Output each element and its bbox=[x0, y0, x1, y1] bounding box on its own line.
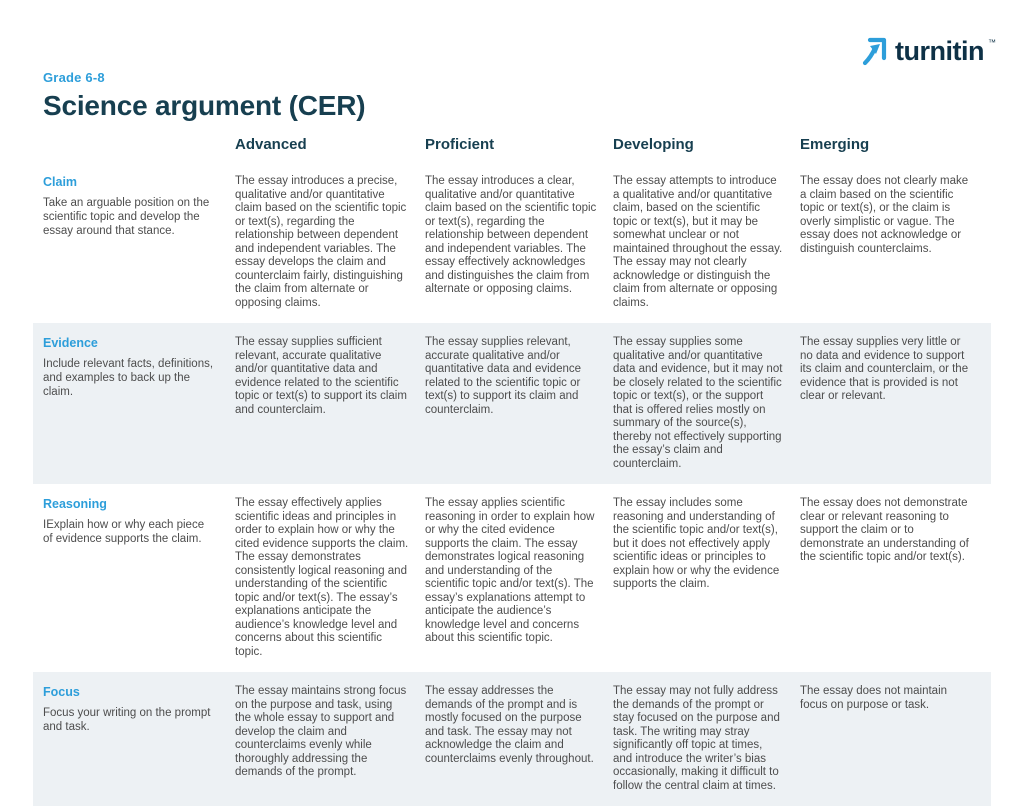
row-header-evidence bbox=[43, 336, 235, 471]
column-header-spacer bbox=[43, 136, 235, 153]
column-header-emerging: Emerging bbox=[800, 136, 870, 153]
cell-evidence-developing: The essay supplies some qualitative and/or quantitative data and evidence, but it may not be closely related to the scientific topic or text(s), or the support that is offered relies mostly on summary of the source(s), thereby not effectively supporting the essay’s claim and counterclaim. bbox=[613, 336, 783, 470]
cell-focus-proficient: The essay addresses the demands of the prompt and is mostly focused on the purpose and task. The essay may not acknowledge the claim and counterclaims evenly throughout. bbox=[425, 685, 594, 765]
trademark-symbol: ™ bbox=[988, 38, 996, 47]
grade-label: Grade 6-8 bbox=[43, 70, 105, 85]
row-label-evidence: Evidence bbox=[43, 336, 98, 350]
column-header-row bbox=[33, 136, 991, 162]
cell-reasoning-advanced: The essay effectively applies scientific ideas and principles in order to explain how or why the cited evidence supports the claim. The essay demonstrates consistently logical reasoning and understanding of the scientific topic and/or text(s). The essay’s explanations anticipate the audience’s knowledge level and concerns about this scientific topic. bbox=[235, 497, 409, 658]
row-header-reasoning bbox=[43, 497, 235, 659]
row-label-claim: Claim bbox=[43, 175, 78, 189]
page-title: Science argument (CER) bbox=[43, 90, 366, 121]
cell-claim-developing: The essay attempts to introduce a qualitative and/or quantitative claim, based on the scientific topic or text(s), but it may be somewhat unclear or not maintained throughout the essay. The essay may not clearly acknowledge or distinguish the claim from alternate or opposing claims. bbox=[613, 175, 783, 309]
cell-focus-developing: The essay may not fully address the demands of the prompt or stay focused on the purpose and task. The writing may stray significantly off topic at times, and introduce the writer’s bias occasionally, making it difficult to follow the central claim at times. bbox=[613, 685, 780, 792]
cell-claim-emerging: The essay does not clearly make a claim based on the scientific topic or text(s), or the claim is overly simplistic or vague. The essay does not acknowledge or distinguish counterclaims. bbox=[800, 175, 969, 255]
turnitin-wordmark: turnitin bbox=[895, 35, 984, 66]
row-header-claim bbox=[43, 175, 235, 310]
row-header-focus bbox=[43, 685, 235, 793]
cell-evidence-emerging: The essay supplies very little or no data and evidence to support its claim and counterclaim, or the evidence that is provided is not clear or relevant. bbox=[800, 336, 969, 402]
row-label-reasoning: Reasoning bbox=[43, 497, 107, 511]
page-header bbox=[0, 0, 1024, 66]
rubric-row-claim bbox=[33, 162, 991, 323]
row-description-focus: Focus your writing on the prompt and task. bbox=[43, 707, 211, 733]
turnitin-arrow-icon bbox=[862, 36, 888, 66]
cell-reasoning-emerging: The essay does not demonstrate clear or relevant reasoning to support the claim or to demonstrate an understanding of the scientific topic and/or text(s). bbox=[800, 497, 969, 563]
rubric-row-evidence bbox=[33, 323, 991, 484]
rubric-row-reasoning bbox=[33, 484, 991, 672]
column-header-advanced: Advanced bbox=[235, 136, 307, 153]
row-description-reasoning: IExplain how or why each piece of evidence supports the claim. bbox=[43, 519, 205, 545]
turnitin-logo bbox=[862, 36, 996, 66]
rubric-row-focus bbox=[33, 672, 991, 806]
column-header-developing: Developing bbox=[613, 136, 694, 153]
cell-evidence-advanced: The essay supplies sufficient relevant, accurate qualitative and/or quantitative data and evidence related to the scientific topic or text(s) to support its claim and counterclaim. bbox=[235, 336, 407, 416]
column-header-proficient: Proficient bbox=[425, 136, 495, 153]
row-description-claim: Take an arguable position on the scientific topic and develop the essay around that stance. bbox=[43, 197, 210, 237]
cell-claim-proficient: The essay introduces a clear, qualitative and/or quantitative claim based on the scientific topic or text(s), regarding the relationship between dependent and independent variables. The essay effectively acknowledges and distinguishes the claim from alternate or opposing claims. bbox=[425, 175, 597, 295]
row-description-evidence: Include relevant facts, definitions, and examples to back up the claim. bbox=[43, 358, 214, 398]
title-block bbox=[43, 70, 991, 122]
row-label-focus: Focus bbox=[43, 685, 80, 699]
cell-reasoning-proficient: The essay applies scientific reasoning in order to explain how or why the cited evidence supports the claim. The essay demonstrates logical reasoning and understanding of the scientific topic and/or text(s). The essay’s explanations attempt to anticipate the audience’s knowledge level and concerns about this scientific topic. bbox=[425, 497, 595, 644]
rubric-table bbox=[33, 136, 991, 806]
cell-claim-advanced: The essay introduces a precise, qualitative and/or quantitative claim based on the scientific topic or text(s), regarding the relationship between dependent and independent variables. The essay develops the claim and counterclaim fairly, distinguishing the claim from alternate or opposing claims. bbox=[235, 175, 407, 309]
cell-evidence-proficient: The essay supplies relevant, accurate qualitative and/or quantitative data and evidence related to the scientific topic or text(s) to support its claim and counterclaim. bbox=[425, 336, 582, 416]
cell-focus-emerging: The essay does not maintain focus on purpose or task. bbox=[800, 685, 948, 711]
cell-focus-advanced: The essay maintains strong focus on the purpose and task, using the whole essay to support and develop the claim and counterclaims evenly while thoroughly addressing the demands of the prompt. bbox=[235, 685, 407, 778]
cell-reasoning-developing: The essay includes some reasoning and understanding of the scientific topic and/or text(s), but it does not effectively apply scientific ideas or principles to explain how or why the evidence supports the claim. bbox=[613, 497, 780, 590]
